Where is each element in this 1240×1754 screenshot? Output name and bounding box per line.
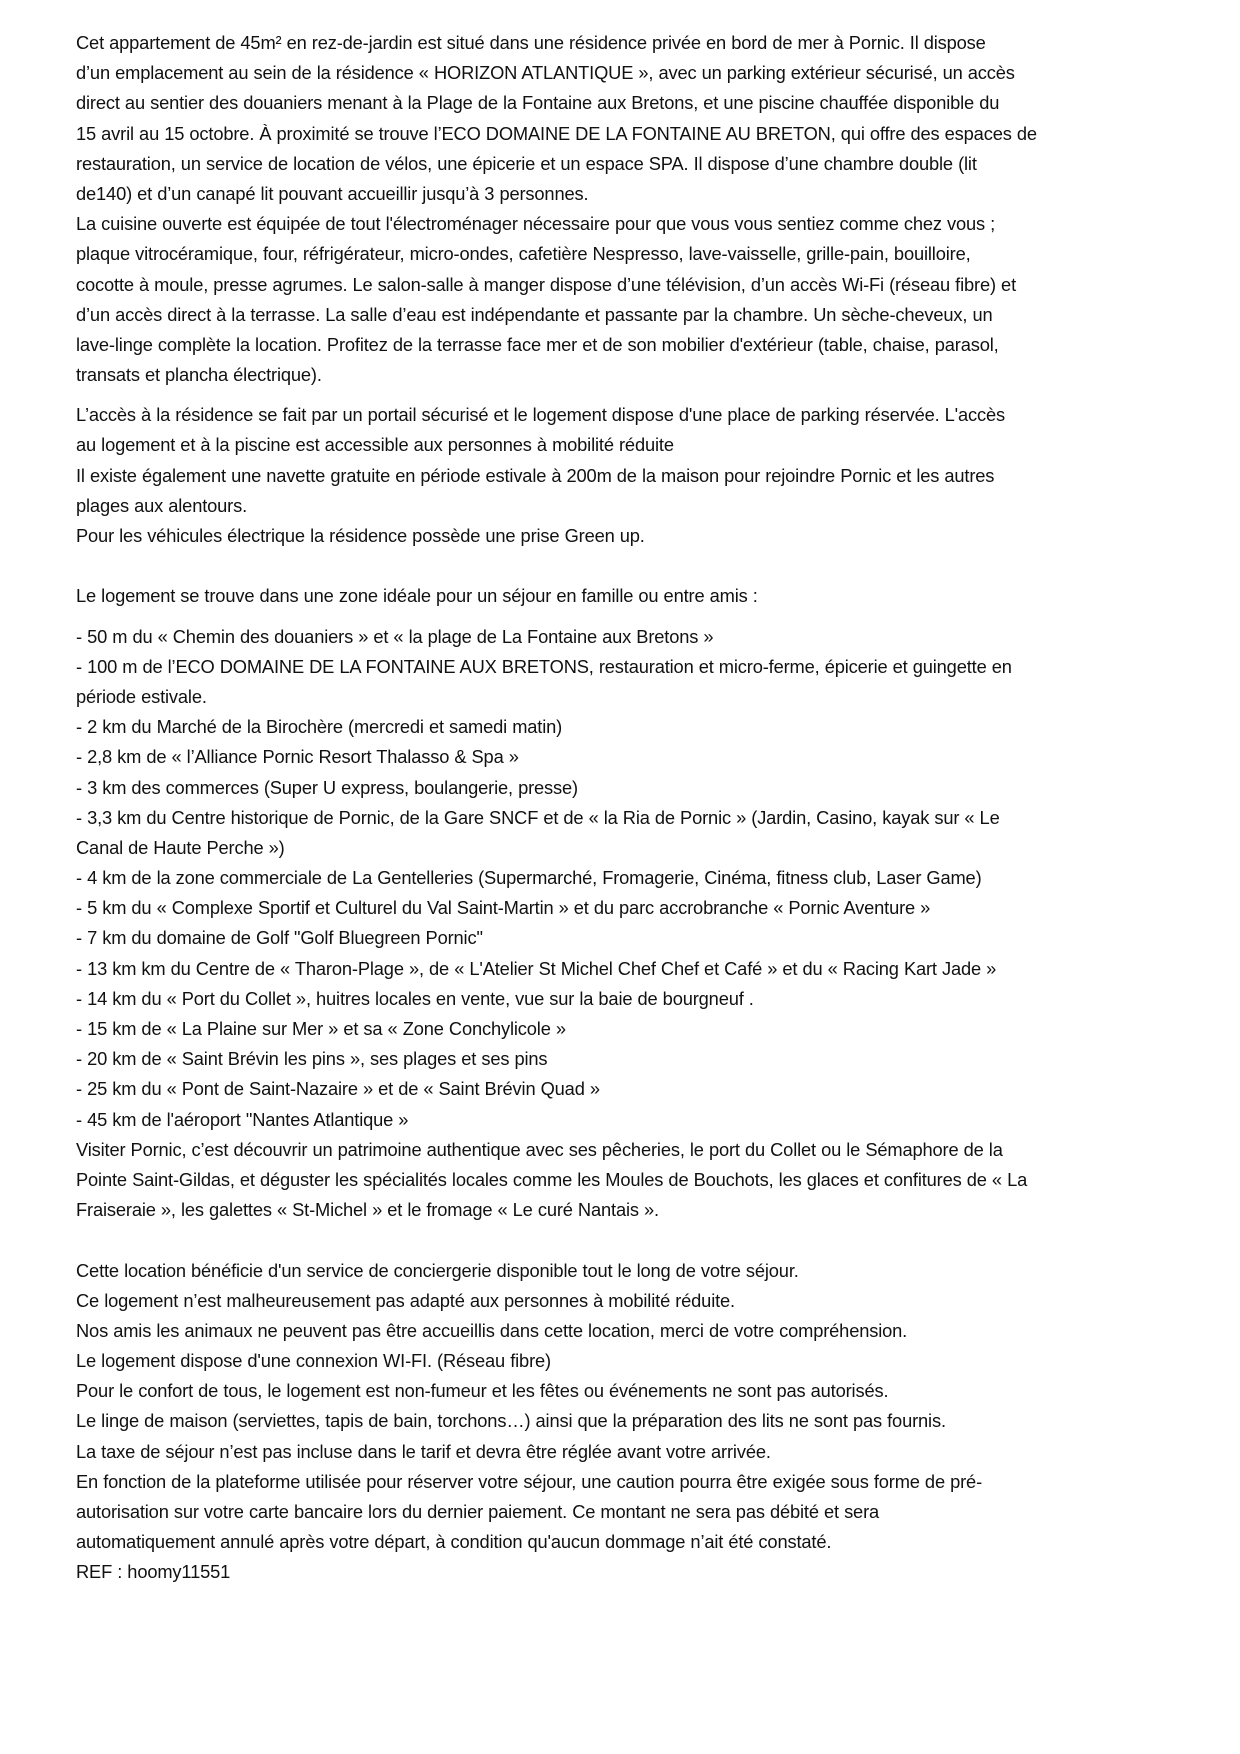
list-item: - 3 km des commerces (Super U express, boulangerie, presse) bbox=[76, 776, 578, 798]
text-line: autorisation sur votre carte bancaire lors du dernier paiement. Ce montant ne sera pas débité et sera bbox=[76, 1501, 880, 1522]
conditions-paragraph bbox=[76, 1256, 1186, 1558]
reference-code: REF : hoomy11551 bbox=[76, 1561, 231, 1583]
list-item: - 45 km de l'aéroport "Nantes Atlantique » bbox=[76, 1108, 409, 1130]
access-paragraph bbox=[76, 400, 1186, 551]
text-line: d’un emplacement au sein de la résidence « HORIZON ATLANTIQUE », avec un parking extérieur sécurisé, un accès bbox=[76, 62, 1015, 84]
text-line: Cette location bénéficie d'un service de conciergerie disponible tout le long de votre séjour. bbox=[76, 1259, 799, 1281]
text-line: Il existe également une navette gratuite en période estivale à 200m de la maison pour rejoindre Pornic et les autres bbox=[76, 464, 995, 486]
text-line: Pointe Saint-Gildas, et déguster les spécialités locales comme les Moules de Bouchots, les glaces et confitures de « La bbox=[76, 1168, 1028, 1190]
list-item: période estivale. bbox=[76, 685, 207, 707]
list-item: - 15 km de « La Plaine sur Mer » et sa « Zone Conchylicole » bbox=[76, 1018, 566, 1039]
list-item: - 14 km du « Port du Collet », huitres locales en vente, vue sur la baie de bourgneuf . bbox=[76, 987, 754, 1009]
paragraph-spacer bbox=[76, 612, 1186, 622]
text-line: Le logement dispose d'une connexion WI-FI. (Réseau fibre) bbox=[76, 1350, 551, 1372]
text-line: Le linge de maison (serviettes, tapis de bain, torchons…) ainsi que la préparation des lits ne sont pas fournis. bbox=[76, 1410, 946, 1432]
distance-list bbox=[76, 622, 1186, 1135]
text-line: Pour le confort de tous, le logement est non-fumeur et les fêtes ou événements ne sont pas autorisés. bbox=[76, 1380, 889, 1402]
text-line: Pour les véhicules électrique la résidence possède une prise Green up. bbox=[76, 525, 645, 546]
list-item: - 25 km du « Pont de Saint-Nazaire » et de « Saint Brévin Quad » bbox=[76, 1078, 600, 1100]
text-line: direct au sentier des douaniers menant à la Plage de la Fontaine aux Bretons, et une piscine chauffée disponible du bbox=[76, 92, 1000, 114]
text-line: 15 avril au 15 octobre. À proximité se trouve l’ECO DOMAINE DE LA FONTAINE AU BRETON, qui offre des espaces de bbox=[76, 122, 1037, 144]
text-line: cocotte à moule, presse agrumes. Le salon-salle à manger dispose d’une télévision, d’un accès Wi-Fi (réseau fibre) et bbox=[76, 273, 1016, 295]
list-item: - 13 km km du Centre de « Tharon-Plage », de « L'Atelier St Michel Chef Chef et Café » et du « Racing Kart Jade » bbox=[76, 957, 997, 979]
text-line: plages aux alentours. bbox=[76, 494, 248, 516]
text-line: au logement et à la piscine est accessible aux personnes à mobilité réduite bbox=[76, 434, 674, 456]
text-line: En fonction de la plateforme utilisée pour réserver votre séjour, une caution pourra être exigée sous forme de pré- bbox=[76, 1470, 983, 1492]
paragraph-spacer bbox=[76, 551, 1186, 581]
text-line: Cet appartement de 45m² en rez-de-jardin est situé dans une résidence privée en bord de mer à Pornic. Il dispose bbox=[76, 32, 986, 53]
paragraph-spacer bbox=[76, 390, 1186, 400]
list-item: - 50 m du « Chemin des douaniers » et « la plage de La Fontaine aux Bretons » bbox=[76, 625, 714, 647]
text-line: L’accès à la résidence se fait par un portail sécurisé et le logement dispose d'une place de parking réservée. L'accès bbox=[76, 404, 1006, 426]
list-item: - 3,3 km du Centre historique de Pornic, de la Gare SNCF et de « la Ria de Pornic » (Jardin, Casino, kayak sur « Le bbox=[76, 806, 1000, 828]
text-line: d’un accès direct à la terrasse. La salle d’eau est indépendante et passante par la chambre. Un sèche-cheveux, un bbox=[76, 303, 993, 325]
document-page bbox=[76, 28, 1186, 1588]
location-intro: Le logement se trouve dans une zone idéale pour un séjour en famille ou entre amis : bbox=[76, 585, 758, 607]
text-line: Nos amis les animaux ne peuvent pas être accueillis dans cette location, merci de votre compréhension. bbox=[76, 1319, 908, 1341]
list-item: - 100 m de l’ECO DOMAINE DE LA FONTAINE AUX BRETONS, restauration et micro-ferme, épicerie et guingette en bbox=[76, 655, 1012, 677]
list-item: - 2 km du Marché de la Birochère (mercredi et samedi matin) bbox=[76, 716, 563, 738]
visit-paragraph bbox=[76, 1135, 1186, 1226]
list-item: - 7 km du domaine de Golf "Golf Bluegreen Pornic" bbox=[76, 927, 483, 949]
text-line: Ce logement n’est malheureusement pas adapté aux personnes à mobilité réduite. bbox=[76, 1289, 735, 1311]
list-item: - 4 km de la zone commerciale de La Gentelleries (Supermarché, Fromagerie, Cinéma, fitness club, Laser Game) bbox=[76, 867, 982, 889]
text-line: Fraiseraie », les galettes « St-Michel » et le fromage « Le curé Nantais ». bbox=[76, 1199, 659, 1221]
text-line: La cuisine ouverte est équipée de tout l'électroménager nécessaire pour que vous vous sentiez comme chez vous ; bbox=[76, 213, 996, 235]
text-line: transats et plancha électrique). bbox=[76, 364, 322, 386]
intro-paragraph bbox=[76, 28, 1186, 390]
text-line: restauration, un service de location de vélos, une épicerie et un espace SPA. Il dispose d’une chambre double (lit bbox=[76, 152, 977, 174]
list-item: - 5 km du « Complexe Sportif et Culturel du Val Saint-Martin » et du parc accrobranche « Pornic Aventure » bbox=[76, 897, 931, 919]
text-line: lave-linge complète la location. Profitez de la terrasse face mer et de son mobilier d'extérieur (table, chaise, parasol, bbox=[76, 333, 999, 355]
list-item: - 20 km de « Saint Brévin les pins », ses plages et ses pins bbox=[76, 1048, 548, 1070]
paragraph-spacer bbox=[76, 1225, 1186, 1255]
list-item: - 2,8 km de « l’Alliance Pornic Resort Thalasso & Spa » bbox=[76, 746, 519, 768]
text-line: automatiquement annulé après votre départ, à condition qu'aucun dommage n’ait été constaté. bbox=[76, 1531, 832, 1553]
text-line: de140) et d’un canapé lit pouvant accueillir jusqu’à 3 personnes. bbox=[76, 182, 589, 204]
text-line: La taxe de séjour n’est pas incluse dans le tarif et devra être réglée avant votre arrivée. bbox=[76, 1440, 771, 1462]
text-line: plaque vitrocéramique, four, réfrigérateur, micro-ondes, cafetière Nespresso, lave-vaisselle, grille-pain, bouilloire, bbox=[76, 243, 971, 265]
list-item: Canal de Haute Perche ») bbox=[76, 836, 285, 858]
text-line: Visiter Pornic, c’est découvrir un patrimoine authentique avec ses pêcheries, le port du Collet ou le Sémaphore de la bbox=[76, 1138, 1003, 1160]
